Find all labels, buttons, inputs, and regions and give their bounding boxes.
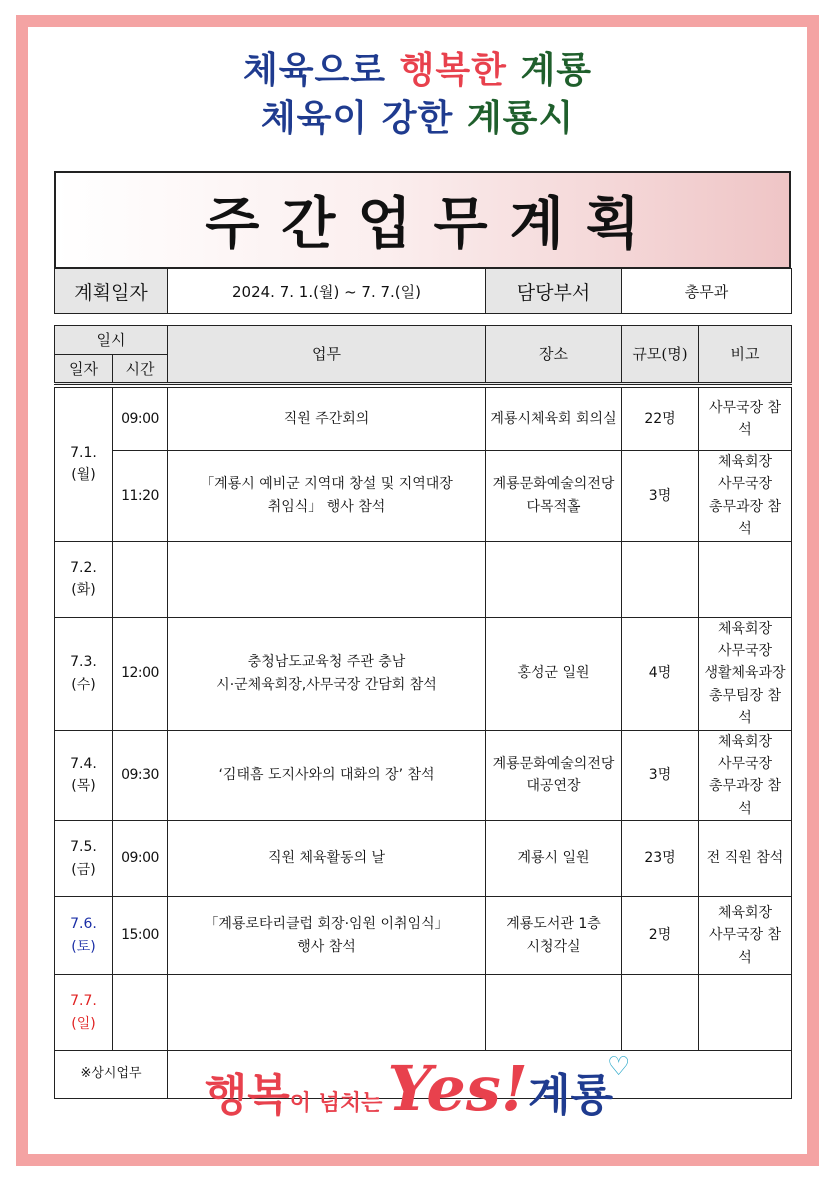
date-cell — [55, 897, 113, 975]
remarks-cell — [699, 541, 792, 617]
scale-cell: 4명 — [622, 617, 699, 730]
place-cell — [486, 975, 622, 1051]
plan-date-value: 2024. 7. 1.(월) ~ 7. 7.(일) — [168, 269, 486, 314]
task-line: 취임식」 행사 참석 — [267, 498, 386, 515]
regular-work-label: ※상시업무 — [55, 1051, 168, 1099]
date-day: 7.6. — [70, 916, 97, 933]
schedule-row — [55, 897, 792, 975]
date-cell — [55, 388, 113, 542]
remarks-line: 사무국장 참석 — [708, 927, 782, 966]
date-weekday: (화) — [71, 582, 96, 599]
remarks-line: 전 직원 참석 — [706, 850, 784, 867]
place-line: 시청각실 — [526, 938, 581, 955]
remarks-line: 사무국장 — [717, 642, 773, 659]
task-cell — [168, 388, 486, 451]
remarks-line: 체육회장 — [717, 733, 773, 750]
scale-cell — [622, 541, 699, 617]
task-cell — [168, 541, 486, 617]
footer-slogan — [0, 1052, 835, 1125]
remarks-cell — [699, 617, 792, 730]
place-cell — [486, 617, 622, 730]
schedule-row — [55, 730, 792, 821]
remarks-line: 사무국장 — [717, 476, 773, 493]
schedule-table — [54, 325, 792, 1099]
place-line: 다목적홀 — [526, 498, 581, 515]
place-line: 계룡시 일원 — [517, 850, 590, 867]
place-cell — [486, 541, 622, 617]
remarks-cell — [699, 451, 792, 542]
place-cell — [486, 730, 622, 821]
place-line: 홍성군 일원 — [517, 665, 590, 682]
slogan-1a: 체육으로 — [242, 50, 387, 91]
date-cell — [55, 730, 113, 821]
date-weekday: (토) — [71, 938, 96, 955]
date-cell — [55, 975, 113, 1051]
date-cell — [55, 821, 113, 897]
date-weekday: (월) — [71, 467, 96, 484]
dept-label: 담당부서 — [486, 269, 622, 314]
document-title: 주간업무계획 — [205, 192, 662, 257]
date-day: 7.4. — [70, 755, 97, 772]
place-line: 대공연장 — [526, 778, 581, 795]
task-line: ‘김태흠 도지사와의 대화의 장’ 참석 — [218, 767, 435, 784]
remarks-cell — [699, 730, 792, 821]
place-cell — [486, 388, 622, 451]
time-cell: 09:30 — [113, 730, 168, 821]
scale-cell: 22명 — [622, 388, 699, 451]
date-cell — [55, 541, 113, 617]
task-cell — [168, 617, 486, 730]
schedule-row — [55, 617, 792, 730]
remarks-line: 사무국장 — [717, 755, 773, 772]
date-weekday: (일) — [71, 1015, 96, 1032]
heart-icon: ♡ — [606, 1052, 631, 1082]
footer-yes: Yes! — [387, 1052, 528, 1125]
task-cell — [168, 975, 486, 1051]
remarks-cell — [699, 821, 792, 897]
plan-info-table — [54, 268, 792, 314]
slogan-line-2 — [0, 90, 835, 141]
place-line: 계룡문화예술의전당 — [492, 755, 615, 772]
remarks-cell — [699, 975, 792, 1051]
header-place: 장소 — [486, 326, 622, 384]
date-weekday: (수) — [71, 676, 96, 693]
slogan-1c: 계룡 — [520, 50, 593, 91]
task-line: 시·군체육회장,사무국장 간담회 참석 — [216, 676, 437, 693]
task-line: 직원 주간회의 — [283, 410, 370, 427]
remarks-cell — [699, 897, 792, 975]
scale-cell: 3명 — [622, 730, 699, 821]
header-time: 시간 — [113, 355, 168, 384]
footer-gyeryong: 계룡 — [527, 1070, 613, 1121]
date-day: 7.1. — [70, 444, 97, 461]
slogan-line-1 — [0, 42, 835, 93]
schedule-row — [55, 541, 792, 617]
task-line: 충청남도교육청 주관 충남 — [247, 654, 406, 671]
time-cell — [113, 975, 168, 1051]
task-line: 직원 체육활동의 날 — [267, 850, 386, 867]
place-line: 계룡문화예술의전당 — [492, 476, 615, 493]
scale-cell: 23명 — [622, 821, 699, 897]
plan-date-label: 계획일자 — [55, 269, 168, 314]
task-line: 「계룡로타리클럽 회장·임원 이취임식」 — [204, 916, 449, 933]
slogan-1b: 행복한 — [399, 50, 507, 91]
schedule-row — [55, 451, 792, 542]
scale-cell: 2명 — [622, 897, 699, 975]
slogan-2a: 체육이 — [260, 98, 369, 139]
date-day: 7.5. — [70, 839, 97, 856]
schedule-row — [55, 821, 792, 897]
schedule-row — [55, 388, 792, 451]
remarks-line: 체육회장 — [717, 904, 773, 921]
place-line: 계룡시체육회 회의실 — [490, 410, 617, 427]
remarks-cell — [699, 388, 792, 451]
place-cell — [486, 821, 622, 897]
time-cell: 09:00 — [113, 821, 168, 897]
date-day: 7.2. — [70, 559, 97, 576]
dept-value: 총무과 — [622, 269, 792, 314]
header-task: 업무 — [168, 326, 486, 384]
task-cell — [168, 451, 486, 542]
slogan-2b: 강한 — [381, 98, 454, 139]
date-weekday: (목) — [71, 778, 96, 795]
date-day: 7.7. — [70, 993, 97, 1010]
time-cell — [113, 541, 168, 617]
time-cell: 11:20 — [113, 451, 168, 542]
task-line: 「계룡시 예비군 지역대 창설 및 지역대장 — [200, 476, 453, 493]
date-day: 7.3. — [70, 654, 97, 671]
header-datetime: 일시 — [55, 326, 168, 355]
time-cell: 15:00 — [113, 897, 168, 975]
time-cell: 09:00 — [113, 388, 168, 451]
task-cell — [168, 821, 486, 897]
place-line: 계룡도서관 1층 — [506, 916, 601, 933]
remarks-line: 생활체육과장 — [704, 665, 786, 682]
header-scale: 규모(명) — [622, 326, 699, 384]
remarks-line: 총무팀장 참석 — [708, 687, 782, 727]
place-cell — [486, 897, 622, 975]
time-cell: 12:00 — [113, 617, 168, 730]
document-title-box — [54, 171, 791, 268]
header-date: 일자 — [55, 355, 113, 384]
scale-cell: 3명 — [622, 451, 699, 542]
date-weekday: (금) — [71, 861, 96, 878]
footer-overflowing: 이 넘치는 — [289, 1091, 383, 1116]
task-line: 행사 참석 — [297, 938, 356, 955]
remarks-line: 체육회장 — [717, 454, 773, 470]
slogan-2c: 계룡시 — [466, 98, 575, 139]
date-cell — [55, 617, 113, 730]
footer-happy: 행복 — [204, 1070, 290, 1121]
remarks-line: 총무과장 참석 — [708, 778, 782, 817]
remarks-line: 체육회장 — [717, 620, 773, 637]
header-remarks: 비고 — [699, 326, 792, 384]
scale-cell — [622, 975, 699, 1051]
schedule-row — [55, 975, 792, 1051]
task-cell — [168, 730, 486, 821]
place-cell — [486, 451, 622, 542]
task-cell — [168, 897, 486, 975]
remarks-line: 사무국장 참석 — [708, 399, 782, 438]
remarks-line: 총무과장 참석 — [708, 498, 782, 538]
